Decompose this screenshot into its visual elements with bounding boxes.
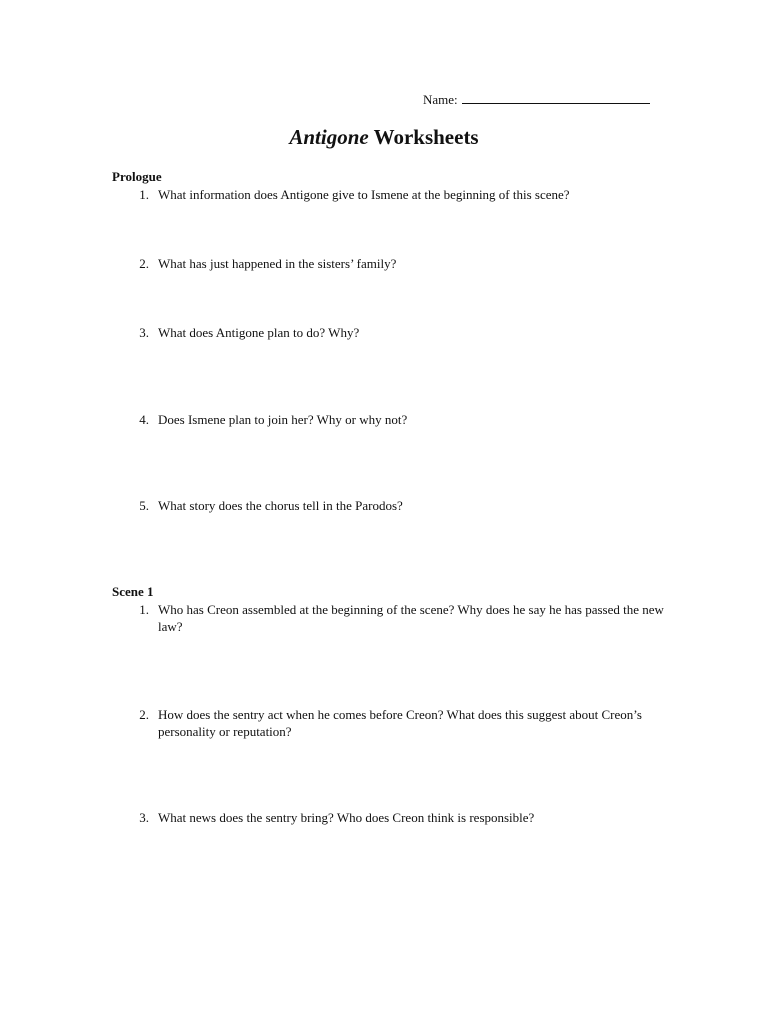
question-number: 3. xyxy=(139,325,149,340)
question-text: What news does the sentry bring? Who does Creon think is responsible? xyxy=(158,810,535,825)
section-heading-prologue: Prologue xyxy=(112,169,162,184)
question-number: 1. xyxy=(139,187,149,202)
question-text: What story does the chorus tell in the Parodos? xyxy=(158,498,403,513)
name-label: Name: xyxy=(423,92,458,107)
question-text: What does Antigone plan to do? Why? xyxy=(158,325,360,340)
page-title xyxy=(0,125,768,150)
question-number: 5. xyxy=(139,498,149,513)
name-blank-line[interactable] xyxy=(462,91,650,104)
question-text: How does the sentry act when he comes before Creon? What does this suggest about Creon’s personality or reputation? xyxy=(158,707,642,739)
question-number: 2. xyxy=(139,256,149,271)
name-field xyxy=(423,91,650,108)
question-number: 2. xyxy=(139,707,149,722)
question-number: 4. xyxy=(139,412,149,427)
question-number: 1. xyxy=(139,602,149,617)
question-text: Who has Creon assembled at the beginning of the scene? Why does he say he has passed the new law? xyxy=(158,602,664,634)
section-heading-scene-1: Scene 1 xyxy=(112,584,154,599)
title-play-name: Antigone xyxy=(289,125,369,149)
title-suffix: Worksheets xyxy=(368,125,479,149)
question-number: 3. xyxy=(139,810,149,825)
question-text: Does Ismene plan to join her? Why or why not? xyxy=(158,412,408,427)
question-text: What has just happened in the sisters’ family? xyxy=(158,256,397,271)
question-text: What information does Antigone give to Ismene at the beginning of this scene? xyxy=(158,187,570,202)
